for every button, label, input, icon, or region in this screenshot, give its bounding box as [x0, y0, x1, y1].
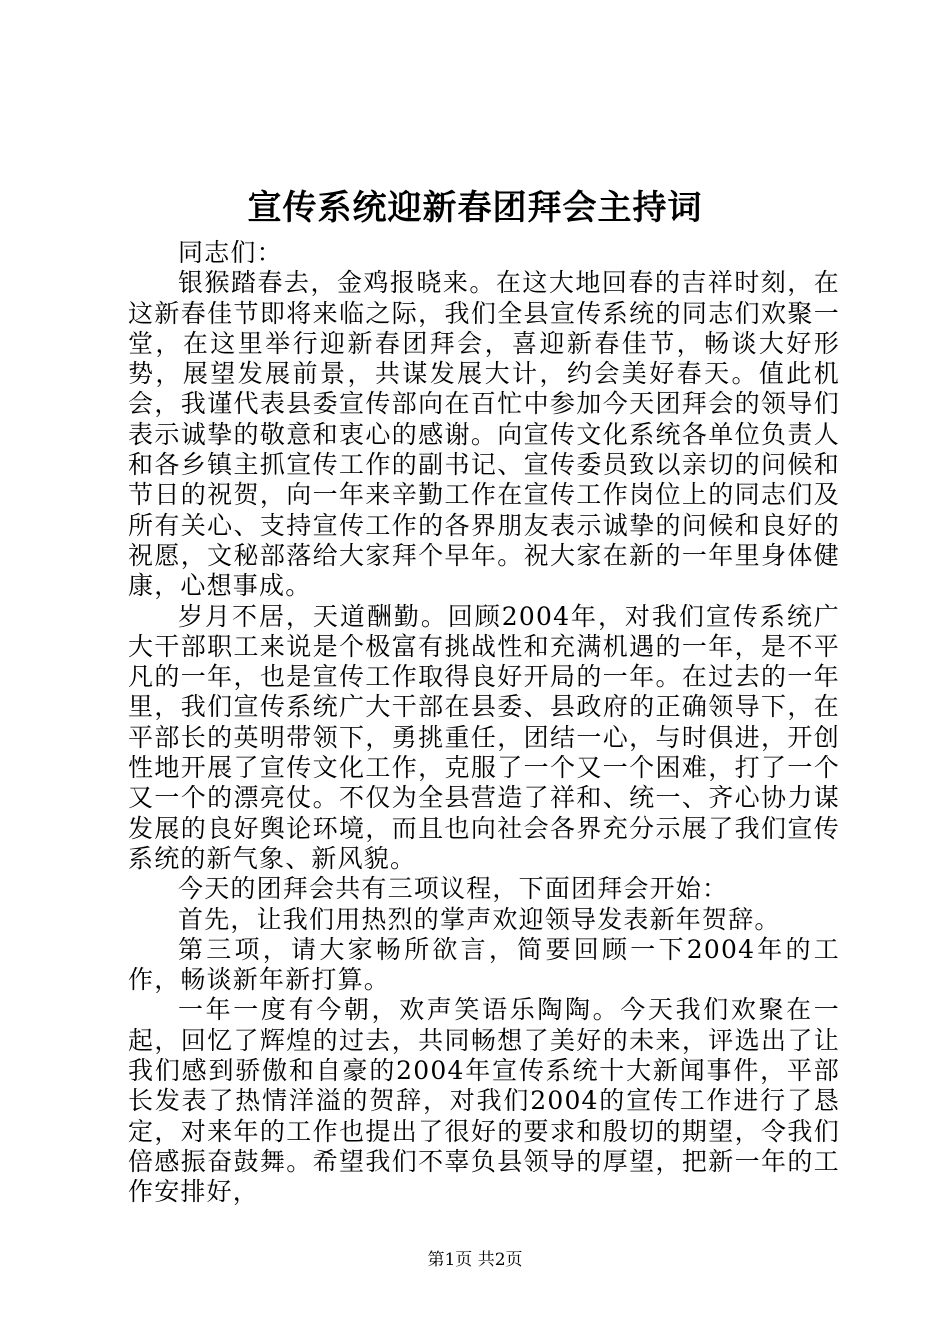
page-number-footer: 第1页 共2页	[427, 1250, 523, 1270]
paragraph-agenda: 今天的团拜会共有三项议程，下面团拜会开始：	[178, 874, 729, 904]
paragraph-review: 岁月不居，天道酬勤。回顾2004年，对我们宣传系统广大干部职工来说是个极富有挑战性和充满机遇的一年，是不平凡的一年，也是宣传工作取得良好开局的一年。在过去的一年里，我们宣传系统广大干部在县委、县政府的正确领导下，在平部长的英明带领下，勇挑重任，团结一心，与时俱进，开创性地开展了宣传文化工作，克服了一个又一个困难，打了一个又一个的漂亮仗。不仅为全县营造了祥和、统一、齐心协力谋发展的良好舆论环境，而且也向社会各界充分示展了我们宣传系统的新气象、新风貌。	[128, 601, 840, 873]
paragraph-closing: 一年一度有今朝，欢声笑语乐陶陶。今天我们欢聚在一起，回忆了辉煌的过去，共同畅想了美好的未来，评选出了让我们感到骄傲和自豪的2004年宣传系统十大新闻事件，平部长发表了热情洋溢的贺辞，对我们2004的宣传工作进行了恳定，对来年的工作也提出了很好的要求和殷切的期望，令我们倍感振奋鼓舞。希望我们不辜负县领导的厚望，把新一年的工作安排好，	[128, 995, 840, 1207]
paragraph-opening: 银猴踏春去，金鸡报晓来。在这大地回春的吉祥时刻，在这新春佳节即将来临之际，我们全县宣传系统的同志们欢聚一堂，在这里举行迎新春团拜会，喜迎新春佳节，畅谈大好形势，展望发展前景，共谋发展大计，约会美好春天。值此机会，我谨代表县委宣传部向在百忙中参加今天团拜会的领导们表示诚挚的敬意和衷心的感谢。向宣传文化系统各单位负责人和各乡镇主抓宣传工作的副书记、宣传委员致以亲切的问候和节日的祝贺，向一年来辛勤工作在宣传工作岗位上的同志们及所有关心、支持宣传工作的各界朋友表示诚挚的问候和良好的祝愿，文秘部落给大家拜个早年。祝大家在新的一年里身体健康，心想事成。	[128, 268, 840, 601]
paragraph-salutation: 同志们：	[178, 238, 283, 267]
page-title: 宣传系统迎新春团拜会主持词	[247, 188, 703, 228]
paragraph-third-item: 第三项，请大家畅所欲言，简要回顾一下2004年的工作，畅谈新年新打算。	[128, 934, 840, 995]
document-body	[128, 238, 840, 1208]
paragraph-first-item: 首先，让我们用热烈的掌声欢迎领导发表新年贺辞。	[178, 904, 781, 934]
